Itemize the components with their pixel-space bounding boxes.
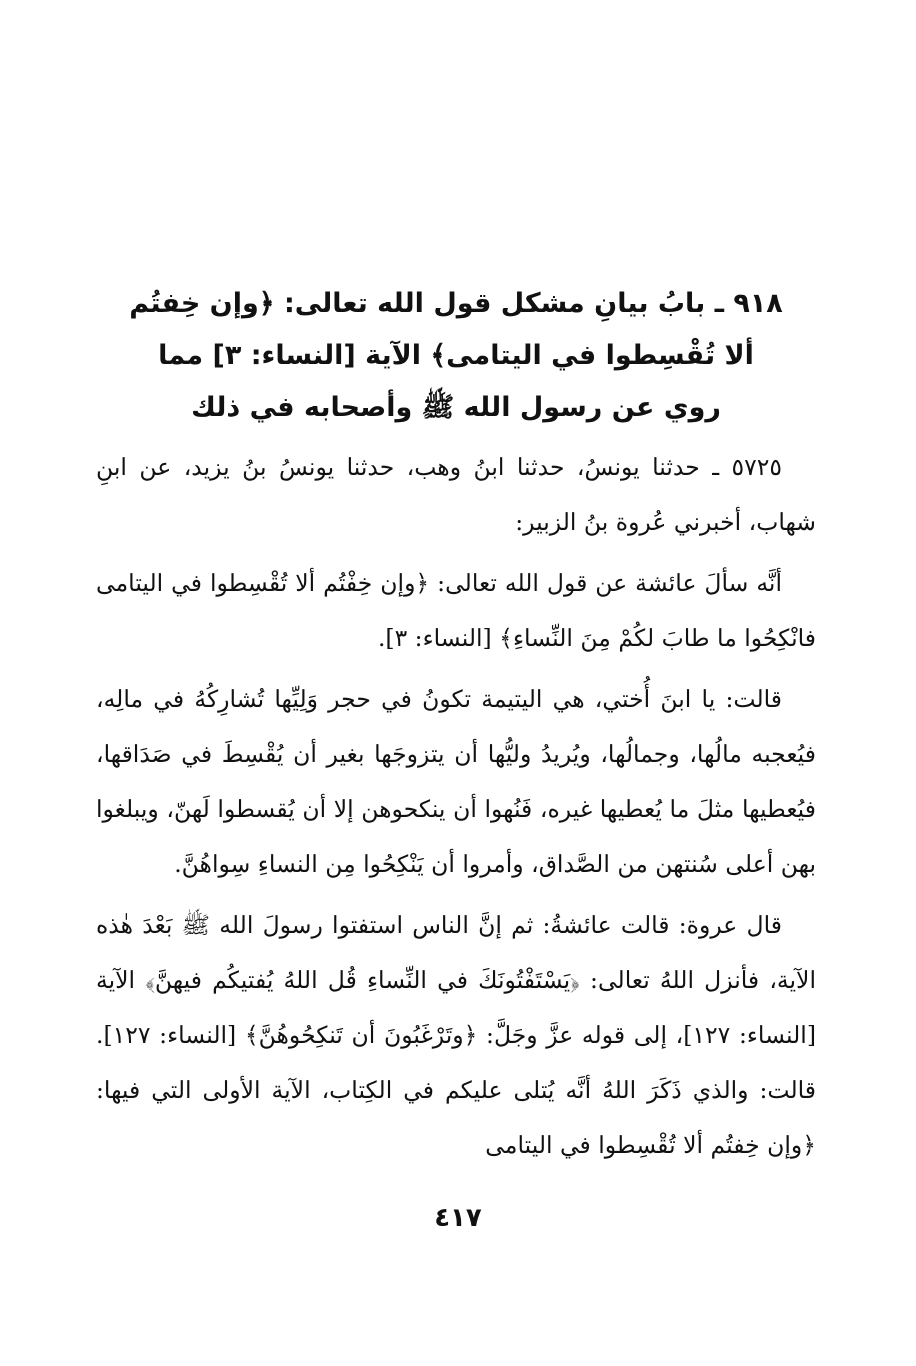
chapter-heading-line: ٩١٨ ـ بابُ بيانِ مشكل قول الله تعالى: ﴿وإن خِفتُم (129, 288, 783, 319)
chapter-heading (96, 278, 816, 434)
body-paragraph: قالت: يا ابنَ أُختي، هي اليتيمة تكونُ في حجر وَلِيِّها تُشارِكُهُ في مالِه، فيُعجبه مالُها، وجمالُها، ويُريدُ وليُّها أن يتزوجَها بغير أن يُقْسِطَ في صَدَاقها، فيُعطيها مثلَ ما يُعطيها غيره، فَنُهوا أن ينكحوهن إلا أن يُقسطوا لَهنّ، ويبلغوا بهن أعلى سُنتهن من الصَّداق، وأمروا أن يَنْكِحُوا مِن النساءِ سِواهُنَّ. (96, 685, 816, 878)
page-number: ٤١٧ (434, 1203, 482, 1233)
chapter-heading-line: روي عن رسول الله ﷺ وأصحابه في ذلك (191, 392, 721, 423)
chapter-heading-line: ألا تُقْسِطوا في اليتامى﴾ الآية [النساء: ٣] مما (158, 340, 754, 371)
body-paragraph: قال عروة: قالت عائشةُ: ثم إنَّ الناس استفتوا رسولَ الله ﷺ بَعْدَ هٰذه الآية، فأنزل اللهُ تعالى: ﴿يَسْتَفْتُونَكَ في النِّساءِ قُل اللهُ يُفتيكُم فيهنَّ﴾ الآية [النساء: ١٢٧]، إلى قوله عزَّ وجَلَّ: ﴿وتَرْغَبُونَ أن تَنكِحُوهُنَّ﴾ [النساء: ١٢٧]. قالت: والذي ذَكَرَ اللهُ أنَّه يُتلى عليكم في الكِتاب، الآية الأولى التي فيها: ﴿وإن خِفتُم ألا تُقْسِطوا في اليتامى (96, 911, 816, 1159)
hadith-isnad-paragraph: ٥٧٢٥ ـ حدثنا يونسُ، حدثنا ابنُ وهب، حدثنا يونسُ بنُ يزيد، عن ابنِ شهاب، أخبرني عُروة بنُ الزبير: (96, 453, 816, 536)
hadith-text (96, 440, 816, 1179)
body-paragraph: أنَّه سألَ عائشة عن قول الله تعالى: ﴿وإن خِفْتُم ألا تُقْسِطوا في اليتامى فانْكِحُوا ما طابَ لكُمْ مِنَ النِّساءِ﴾ [النساء: ٣]. (96, 569, 816, 652)
